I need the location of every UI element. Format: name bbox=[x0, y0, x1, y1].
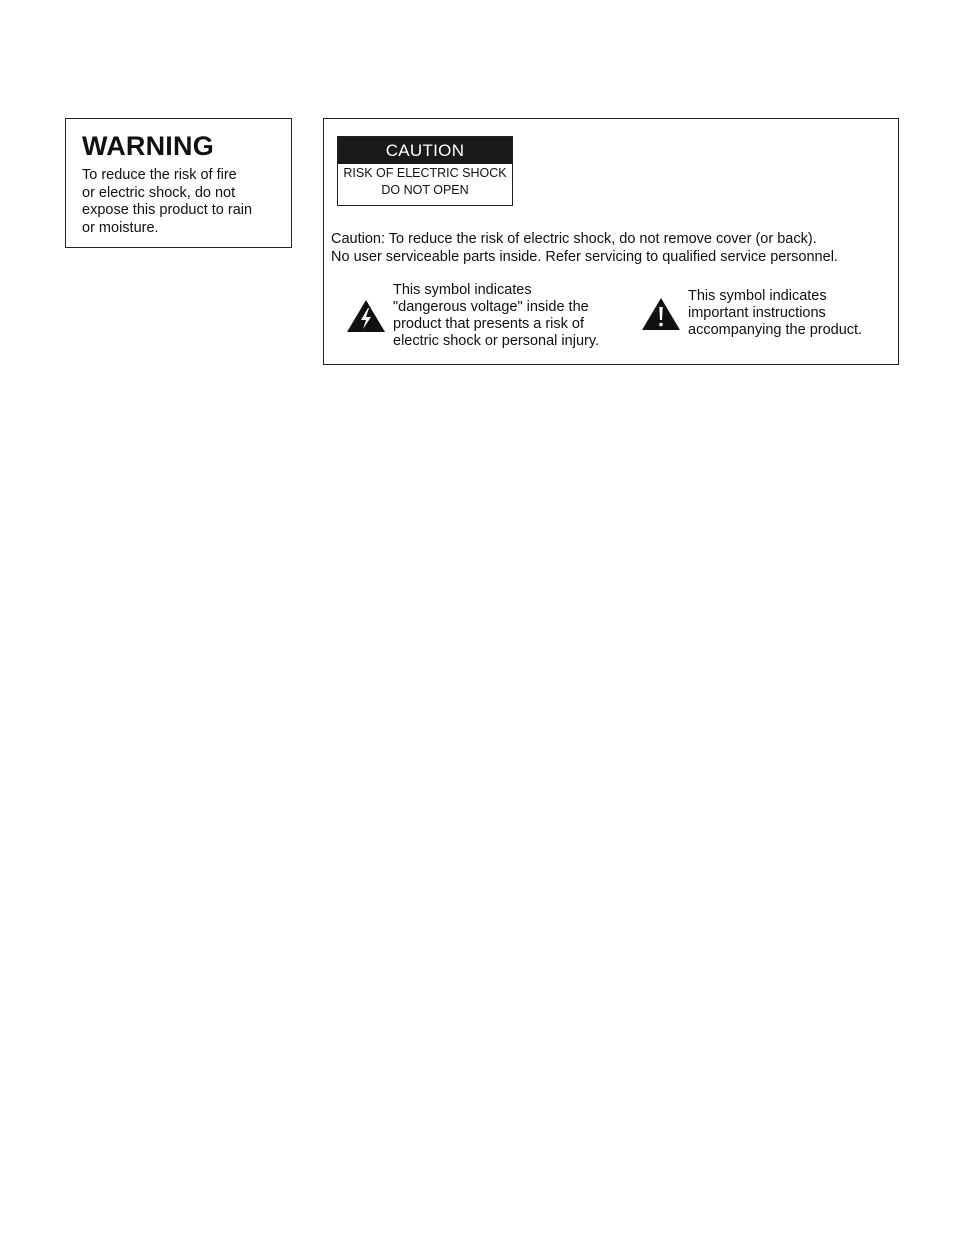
caution-statement-line: No user serviceable parts inside. Refer servicing to qualified service personnel. bbox=[331, 249, 838, 265]
symbol-text-line: important instructions bbox=[688, 305, 826, 321]
important-instructions-symbol bbox=[641, 288, 896, 339]
important-instructions-text bbox=[688, 288, 862, 339]
warning-text-line: To reduce the risk of fire bbox=[82, 167, 237, 183]
dangerous-voltage-symbol bbox=[346, 282, 636, 350]
caution-label-header: CAUTION bbox=[338, 137, 512, 164]
symbol-text-line: accompanying the product. bbox=[688, 322, 863, 338]
symbol-text-line: electric shock or personal injury. bbox=[393, 333, 600, 349]
caution-label bbox=[337, 136, 513, 206]
warning-text bbox=[82, 167, 275, 237]
caution-statement bbox=[331, 230, 897, 266]
warning-title: WARNING bbox=[82, 131, 214, 161]
warning-text-line: expose this product to rain bbox=[82, 202, 253, 218]
caution-label-risk: RISK OF ELECTRIC SHOCK bbox=[343, 166, 507, 180]
lightning-warning-icon bbox=[346, 299, 386, 333]
dangerous-voltage-text bbox=[393, 282, 599, 350]
exclamation-warning-icon bbox=[641, 297, 681, 331]
caution-box bbox=[323, 118, 899, 365]
warning-box bbox=[65, 118, 292, 248]
warning-text-line: or moisture. bbox=[82, 219, 159, 236]
caution-statement-line: Caution: To reduce the risk of electric shock, do not remove cover (or back). bbox=[331, 231, 817, 247]
symbol-text-line: This symbol indicates bbox=[393, 282, 532, 298]
symbol-text-line: "dangerous voltage" inside the bbox=[393, 299, 589, 315]
warning-text-line: or electric shock, do not bbox=[82, 184, 236, 201]
symbol-text-line: product that presents a risk of bbox=[393, 316, 585, 332]
symbol-text-line: This symbol indicates bbox=[688, 288, 827, 304]
caution-label-do-not-open: DO NOT OPEN bbox=[381, 183, 469, 197]
